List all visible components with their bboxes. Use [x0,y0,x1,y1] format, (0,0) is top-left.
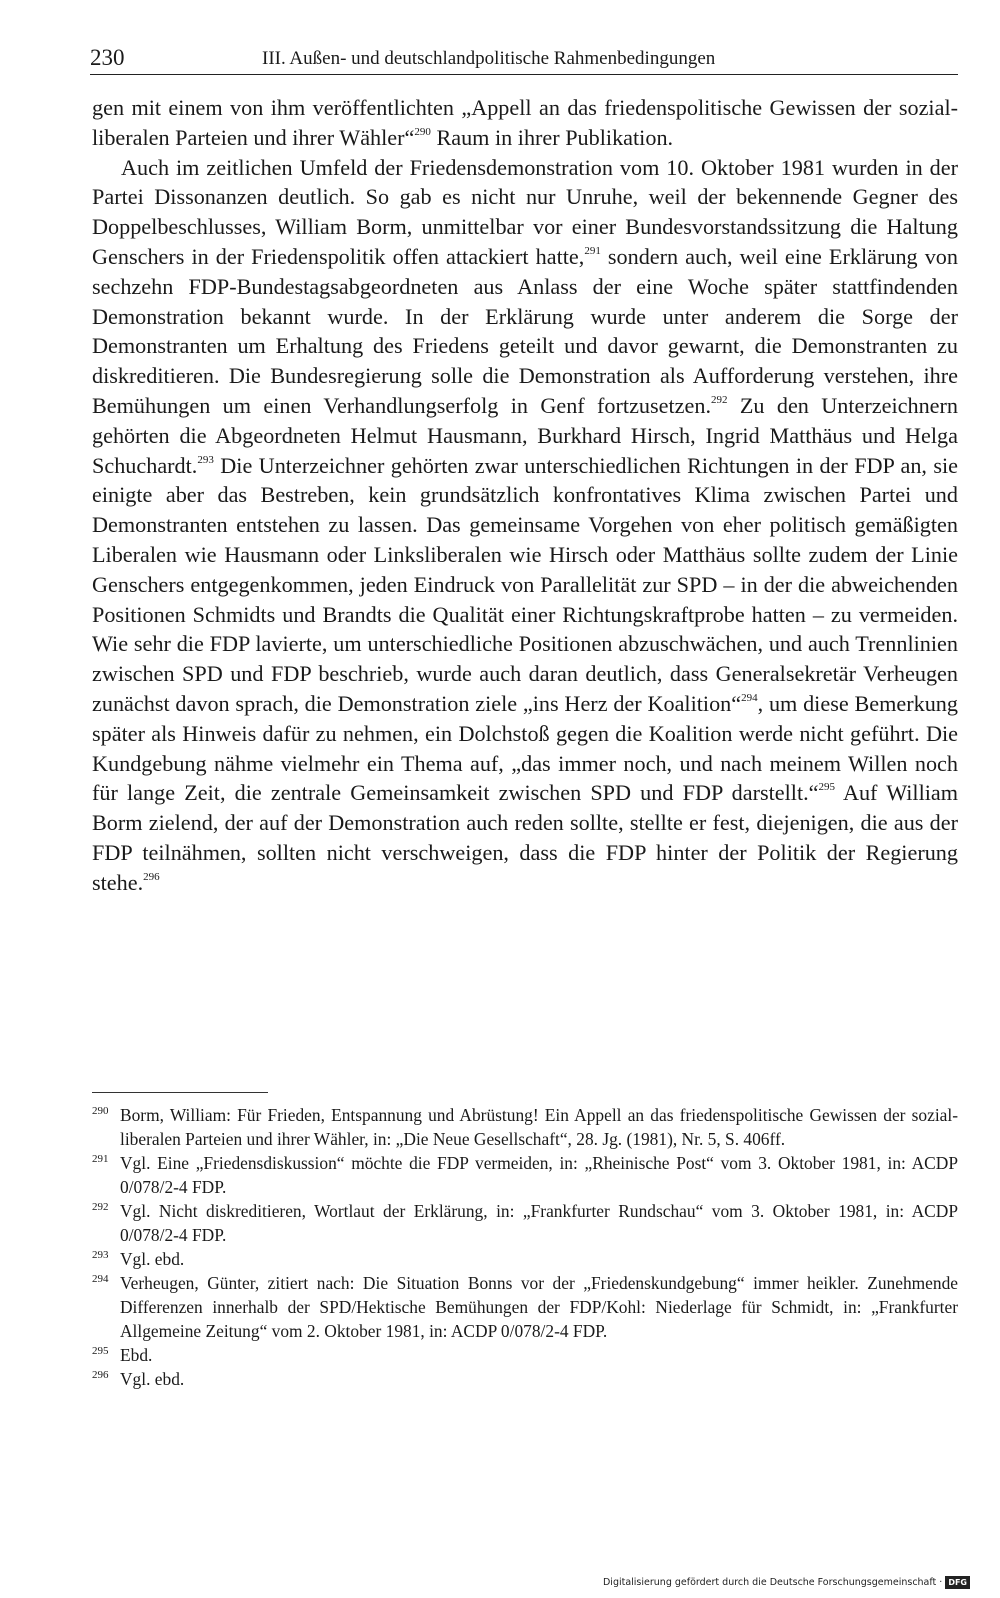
footnote-ref: 294 [741,692,758,705]
page-header [90,44,958,75]
paragraph-2: Auch im zeitlichen Umfeld der Friedensdemonstration vom 10. Oktober 1981 wurden in der Partei Dissonanzen deutlich. So gab es nicht nur Unruhe, weil der bekennende Gegner des Doppelbeschlusses, William Borm, unmittelbar vor einer Bundesvorstandssitzung die Haltung Genschers in der Friedenspolitik offen attackiert hatte,$^{291}$ sondern auch, weil eine Erklärung von sechzehn FDP-Bundestagsabgeordneten aus Anlass der eine Woche später stattfindenden Demonstration bekannt wurde. In der Erklärung wurde unter anderem die Sorge der Demonstranten um Erhaltung des Friedens geteilt und davor gewarnt, die Demonstranten zu diskreditieren. Die Bundesregierung solle die Demonstration als Aufforderung verstehen, ihre Bemühungen um einen Verhandlungserfolg in Genf fortzusetzen.$^{292}$ Zu den Unterzeichnern gehörten die Abgeordneten Helmut Hausmann, Burkhard Hirsch, Ingrid Matthäus und Helga Schuchardt.$^{293}$ Die Unterzeichner gehörten zwar unterschiedlichen Richtungen in der FDP an, sie einigte aber das Bestreben, kein grundsätzlich konfrontatives Klima zwischen Partei und Demonstranten entstehen zu lassen. Das gemeinsame Vorgehen von eher politisch gemäßigten Liberalen wie Hausmann oder Linksliberalen wie Hirsch oder Matthäus sollte zudem der Linie Genschers entgegenkommen, jeden Eindruck von Parallelität zur SPD – in der die abweichenden Positionen Schmidts und Brandts die Qualität einer Richtungskraftprobe hatten – zu vermeiden. Wie sehr die FDP lavierte, um unterschiedliche Positionen abzuschwächen, und auch Trennlinien zwischen SPD und FDP beschrieb, wurde auch daran deutlich, dass Generalsekretär Verheugen zunächst davon sprach, die Demonstration ziele „ins Herz der Koalition“$^{294}$, um diese Bemerkung später als Hinweis dafür zu nehmen, ein Dolchstoß gegen die Koalition werde nicht geführt. Die Kundgebung nähme vielmehr ein Thema auf, „das immer noch, und nach meinem Willen noch für lange Zeit, die zentrale Gemeinsamkeit zwischen SPD und FDP darstellt.“$^{295}$ Auf William Borm zielend, der auf der Demonstration auch reden sollte, stellte er fest, diejenigen, die aus der FDP teilnähmen, sollten nicht verschweigen, dass die FDP hinter der Politik der Regierung stehe.$^{296}$ [92,154,959,895]
footnote [92,1199,958,1247]
footnote-number: 293 [92,1249,109,1261]
footnote [92,1103,958,1151]
dfg-logo-icon: DFG [945,1576,970,1589]
footnote-text: Vgl. Nicht diskreditieren, Wortlaut der Erklärung, in: „Frankfurter Rundschau“ vom 3. Oktober 1981, in: ACDP 0/078/2-4 FDP. [120,1201,958,1245]
credit-text: Digitalisierung gefördert durch die Deutsche Forschungsgemeinschaft · [602,1577,943,1588]
paragraph-1: gen mit einem von ihm veröffentlichten „Appell an das friedenspolitische Gewissen der sozial-liberalen Parteien und ihrer Wähler“$^{290}$ Raum in ihrer Publikation. [92,95,958,150]
running-head: III. Außen- und deutschlandpolitische Rahmenbedingungen [262,48,716,69]
footnote-number: 291 [92,1153,109,1165]
footnote-ref: 291 [584,245,601,258]
footnotes [92,1103,958,1391]
footnote-text: Vgl. Eine „Friedensdiskussion“ möchte die FDP vermeiden, in: „Rheinische Post“ vom 3. Oktober 1981, in: ACDP 0/078/2-4 FDP. [120,1153,958,1197]
main-text [92,93,958,898]
page-number: 230 [90,45,125,70]
footnote-ref: 296 [143,870,160,883]
footnote-number: 295 [92,1345,109,1357]
footnote-ref: 290 [414,125,431,138]
footnote-text: Borm, William: Für Frieden, Entspannung und Abrüstung! Ein Appell an das friedenspolitische Gewissen der sozial-liberalen Parteien und ihrer Wähler, in: „Die Neue Gesellschaft“, 28. Jg. (1981), Nr. 5, S. 406ff. [120,1105,958,1149]
footnote [92,1367,958,1391]
footnote-number: 294 [92,1273,109,1285]
footnote-text: Ebd. [120,1345,153,1365]
footnote-number: 290 [92,1105,109,1117]
digitization-credit [603,1576,970,1589]
footnote-divider [92,1092,268,1093]
footnote-ref: 292 [711,394,728,407]
footnote-text: Verheugen, Günter, zitiert nach: Die Situation Bonns vor der „Friedenskundgebung“ immer heikler. Zunehmende Differenzen innerhalb der SPD/Hektische Bemühungen der FDP/Kohl: Niederlage für Schmidt, in: „Frankfurter Allgemeine Zeitung“ vom 2. Oktober 1981, in: ACDP 0/078/2-4 FDP. [120,1273,958,1341]
footnote-text: Vgl. ebd. [120,1249,185,1269]
footnote [92,1271,958,1343]
footnote-ref: 293 [197,453,214,466]
footnote-text: Vgl. ebd. [120,1369,185,1389]
footnote-ref: 295 [818,781,836,794]
footnote [92,1247,958,1271]
footnote-number: 296 [92,1369,109,1381]
footnote-number: 292 [92,1201,109,1213]
footnote [92,1151,958,1199]
footnote [92,1343,958,1367]
